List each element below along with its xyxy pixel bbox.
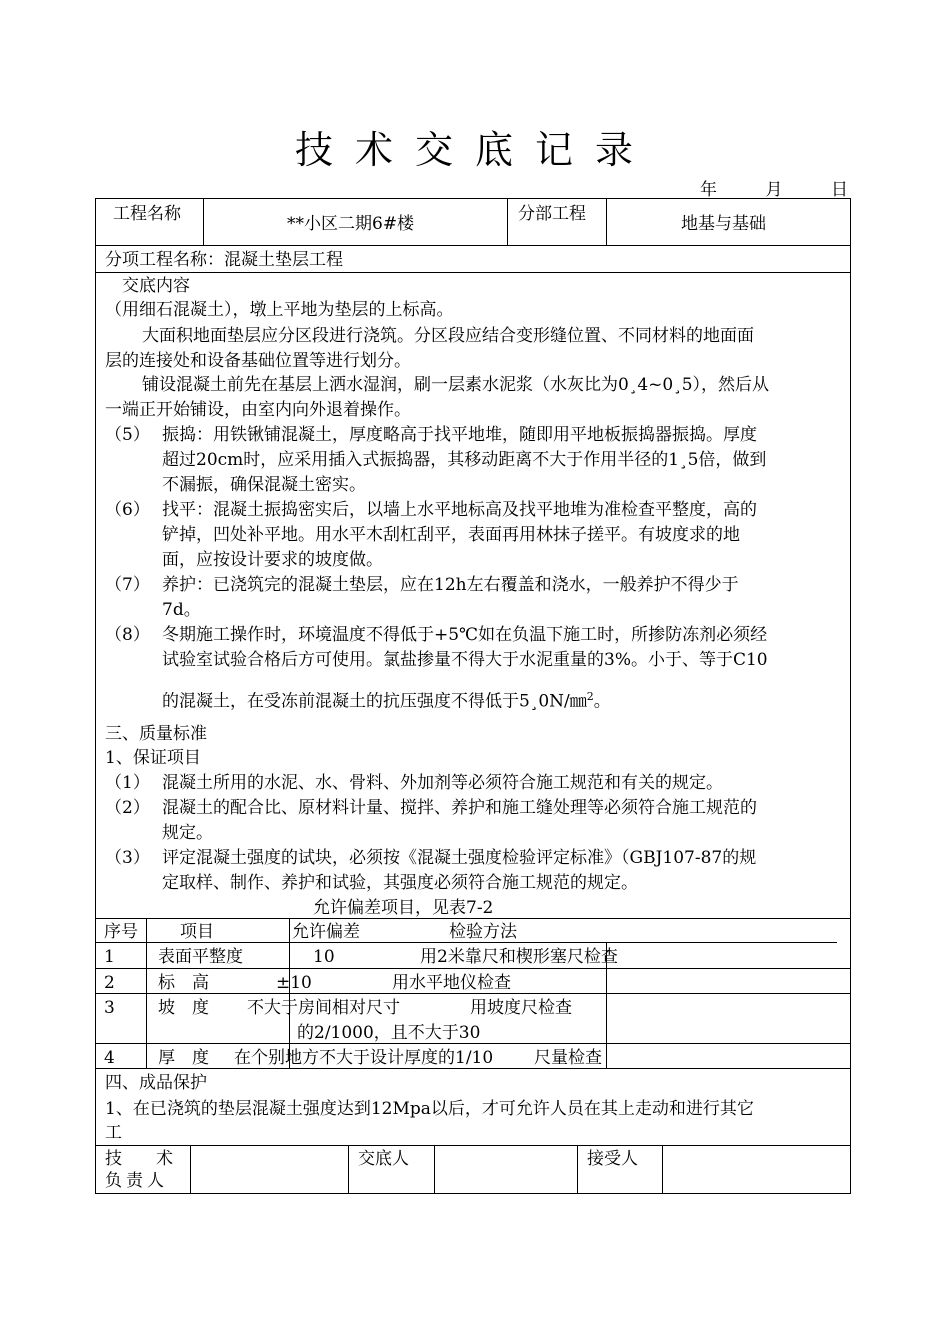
date-year: 年 bbox=[700, 180, 717, 200]
table-cell: 的2/1000，且不大于30 bbox=[297, 1023, 481, 1043]
divider bbox=[662, 1145, 663, 1194]
item-line: 混凝土所用的水泥、水、骨料、外加剂等必须符合施工规范和有关的规定。 bbox=[162, 773, 723, 793]
table-cell: 坡 度 bbox=[158, 998, 209, 1018]
table-cell: 不大于房间相对尺寸 bbox=[247, 998, 400, 1018]
item-number: （3） bbox=[105, 848, 150, 868]
item-number: （5） bbox=[105, 425, 150, 445]
item-line: 规定。 bbox=[162, 823, 213, 843]
table-cell: 尺量检查 bbox=[534, 1048, 602, 1068]
table-cell: 10 bbox=[313, 947, 335, 967]
divider bbox=[606, 198, 607, 245]
table-cell: 1 bbox=[104, 947, 115, 967]
divider bbox=[507, 198, 508, 245]
item-line: 试验室试验合格后方可使用。氯盐掺量不得大于水泥重量的3%。小于、等于C10 bbox=[162, 650, 768, 670]
divider bbox=[190, 1145, 191, 1194]
item-line: 铲掉，凹处补平地。用水平木刮杠刮平，表面再用林抹子搓平。有坡度求的地 bbox=[162, 525, 740, 545]
tech-lead-label: 技 术 bbox=[105, 1149, 173, 1169]
divider bbox=[348, 1145, 349, 1194]
table-cell: 标 高 bbox=[158, 973, 209, 993]
date-line bbox=[700, 175, 848, 200]
divider bbox=[95, 918, 851, 919]
item-number: （7） bbox=[105, 575, 150, 595]
protection-heading: 四、成品保护 bbox=[105, 1073, 207, 1093]
discloser-label: 交底人 bbox=[358, 1149, 409, 1169]
table-cell: 4 bbox=[104, 1048, 115, 1068]
divider bbox=[95, 245, 851, 246]
table-cell: 用2米靠尺和楔形塞尺检查 bbox=[420, 947, 618, 967]
item-number: （2） bbox=[105, 798, 150, 818]
table-cell: 2 bbox=[104, 973, 115, 993]
subitem-title: 分项工程名称：混凝土垫层工程 bbox=[105, 250, 343, 270]
table-cell: ±10 bbox=[276, 973, 312, 993]
col-header-seq: 序号 bbox=[104, 922, 138, 942]
divider bbox=[146, 918, 147, 1068]
table-cell: 用水平地仪检查 bbox=[392, 973, 511, 993]
division-label: 分部工程 bbox=[518, 204, 586, 224]
item-line: 评定混凝土强度的试块，必须按《混凝土强度检验评定标准》（GBJ107-87的规 bbox=[162, 848, 757, 868]
table-cell: 用坡度尺检查 bbox=[470, 998, 572, 1018]
date-month: 月 bbox=[765, 180, 783, 200]
item-line: 面，应按设计要求的坡度做。 bbox=[162, 550, 383, 570]
item-line: 养护：已浇筑完的混凝土垫层，应在12h左右覆盖和浇水，一般养护不得少于 bbox=[162, 575, 739, 595]
protection-text-line-1: 1、在已浇筑的垫层混凝土强度达到12Mpa以后，才可允许人员在其上走动和进行其它 bbox=[105, 1099, 754, 1119]
tech-lead-label: 负责人 bbox=[105, 1171, 168, 1191]
table-cell: 厚 度 bbox=[158, 1048, 209, 1068]
table-cell: 表面平整度 bbox=[158, 947, 243, 967]
project-name-value: **小区二期6#楼 bbox=[287, 214, 415, 234]
col-header-allow: 允许偏差 bbox=[292, 922, 360, 942]
divider bbox=[95, 1145, 851, 1146]
content-heading: 交底内容 bbox=[122, 276, 190, 296]
quality-heading: 三、质量标准 bbox=[105, 724, 207, 744]
divider bbox=[95, 968, 851, 969]
paragraph-3-line-1: 铺设混凝土前先在基层上洒水湿润，刷一层素水泥浆（水灰比为0¸4~0¸5），然后从 bbox=[142, 375, 770, 395]
item-line: 冬期施工操作时，环境温度不得低于+5℃如在负温下施工时，所掺防冻剂必须经 bbox=[162, 625, 768, 645]
divider bbox=[434, 1145, 435, 1194]
item-number: （8） bbox=[105, 625, 150, 645]
table-cell: 3 bbox=[104, 998, 115, 1018]
table-cell: 在个别地方不大于设计厚度的1/10 bbox=[234, 1048, 494, 1068]
item-line: 超过20cm时，应采用插入式振捣器，其移动距离不大于作用半径的1¸5倍，做到 bbox=[162, 450, 767, 470]
divider bbox=[577, 1145, 578, 1194]
page-title: 技术交底记录 bbox=[294, 128, 655, 172]
project-name-label: 工程名称 bbox=[113, 204, 181, 224]
item-line: 7d。 bbox=[162, 600, 201, 620]
receiver-label: 接受人 bbox=[587, 1149, 638, 1169]
paragraph-1: （用细石混凝土），墩上平地为垫层的上标高。 bbox=[105, 300, 454, 320]
item-line: 找平：混凝土振捣密实后，以墙上水平地标高及找平地堆为准检查平整度，高的 bbox=[162, 500, 757, 520]
item-line: 的混凝土，在受冻前混凝土的抗压强度不得低于5¸0N/㎜$^2$。 bbox=[162, 690, 611, 712]
col-header-item: 项目 bbox=[180, 922, 214, 942]
paragraph-2-line-1: 大面积地面垫层应分区段进行浇筑。分区段应结合变形缝位置、不同材料的地面面 bbox=[142, 326, 754, 346]
item-line: 定取样、制作、养护和试验，其强度必须符合施工规范的规定。 bbox=[162, 873, 638, 893]
item-number: （1） bbox=[105, 773, 150, 793]
item-line: 不漏振，确保混凝土密实。 bbox=[162, 475, 366, 495]
paragraph-2-line-2: 层的连接处和设备基础位置等进行划分。 bbox=[105, 351, 411, 371]
item-line: 混凝土的配合比、原材料计量、搅拌、养护和施工缝处理等必须符合施工规范的 bbox=[162, 798, 757, 818]
paragraph-3-line-2: 一端正开始铺设，由室内向外退着操作。 bbox=[105, 400, 411, 420]
item-line: 振捣：用铁锹铺混凝土，厚度略高于找平地堆，随即用平地板振捣器振捣。厚度 bbox=[162, 425, 757, 445]
guarantee-heading: 1、保证项目 bbox=[105, 748, 201, 768]
divider bbox=[95, 272, 851, 273]
col-header-method: 检验方法 bbox=[449, 922, 517, 942]
divider bbox=[203, 198, 204, 245]
item-number: （6） bbox=[105, 500, 150, 520]
deviation-caption: 允许偏差项目，见表7-2 bbox=[313, 898, 494, 918]
date-day: 日 bbox=[831, 180, 848, 200]
protection-text-line-2: 工 bbox=[105, 1123, 122, 1143]
division-value: 地基与基础 bbox=[681, 214, 766, 234]
